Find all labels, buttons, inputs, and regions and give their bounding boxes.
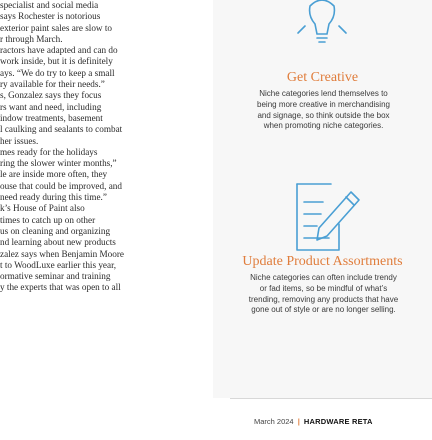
article-line: le are inside more often, they [0,169,108,180]
tip-body-line: Niche categories lend themselves to [259,89,388,98]
publication-name: HARDWARE RETA [303,417,373,426]
tip-body-line: Niche categories can often include trendy [250,273,397,282]
article-line: y the experts that was open to all [0,282,121,293]
tip-body-line: or fad items, so be mindful of what’s [259,283,388,293]
article-line: ays. “We do try to keep a small [0,67,115,78]
article-body-column [0,0,205,294]
tip-heading: Update Product Assortments [242,254,403,269]
tip-body [221,273,426,316]
article-line: mes ready for the holidays [0,146,98,157]
article-line: nd learning about new products [0,237,116,248]
tips-sidebar [213,0,432,398]
article-line: ractors have adapted and can do [0,45,118,56]
tip-body-line: being more creative in merchandising [257,99,390,109]
article-line: ring the slower winter months,” [0,158,117,169]
article-line: times to catch up on other [0,214,96,225]
footer-divider [230,398,432,399]
article-line: zalez says when Benjamin Moore [0,248,124,259]
article-line: t to WoodLuxe earlier this year, [0,259,117,270]
article-line: k’s House of Paint also [0,203,85,214]
article-line: says Rochester is notorious [0,11,101,22]
article-line: exterior paint sales are slow to [0,22,112,33]
article-line: specialist and social media [0,0,99,10]
document-pencil-icon [293,178,363,263]
tip-body-line: gone out of style or are no longer selling. [251,305,396,315]
article-line: need ready during this time.” [0,192,107,203]
page-footer [254,417,373,426]
article-line: rs want and need, including [0,101,102,112]
lightbulb-icon [293,0,351,51]
tip-body-line: and signage, so think outside the box [257,110,390,120]
article-line: l caulking and sealants to combat [0,124,123,135]
footer-separator: | [297,417,300,426]
tip-body-line: when promoting niche categories. [263,121,384,131]
tip-heading: Get Creative [286,70,359,85]
article-line: ouse that could be improved, and [0,180,122,191]
article-line: us on cleaning and organizing [0,225,111,236]
tip-body [221,89,426,132]
issue-date: March 2024 [254,417,294,426]
article-line: indow treatments, basement [0,112,103,123]
article-line: work inside, but it is definitely [0,56,113,67]
article-line: ormative seminar and training [0,271,111,282]
article-line: ry available for their needs.” [0,79,105,90]
article-line: r through March. [0,33,63,44]
article-line: her issues. [0,135,39,146]
tip-body-line: trending, removing any products that have [248,294,399,304]
article-line: s, Gonzalez says they focus [0,90,102,101]
